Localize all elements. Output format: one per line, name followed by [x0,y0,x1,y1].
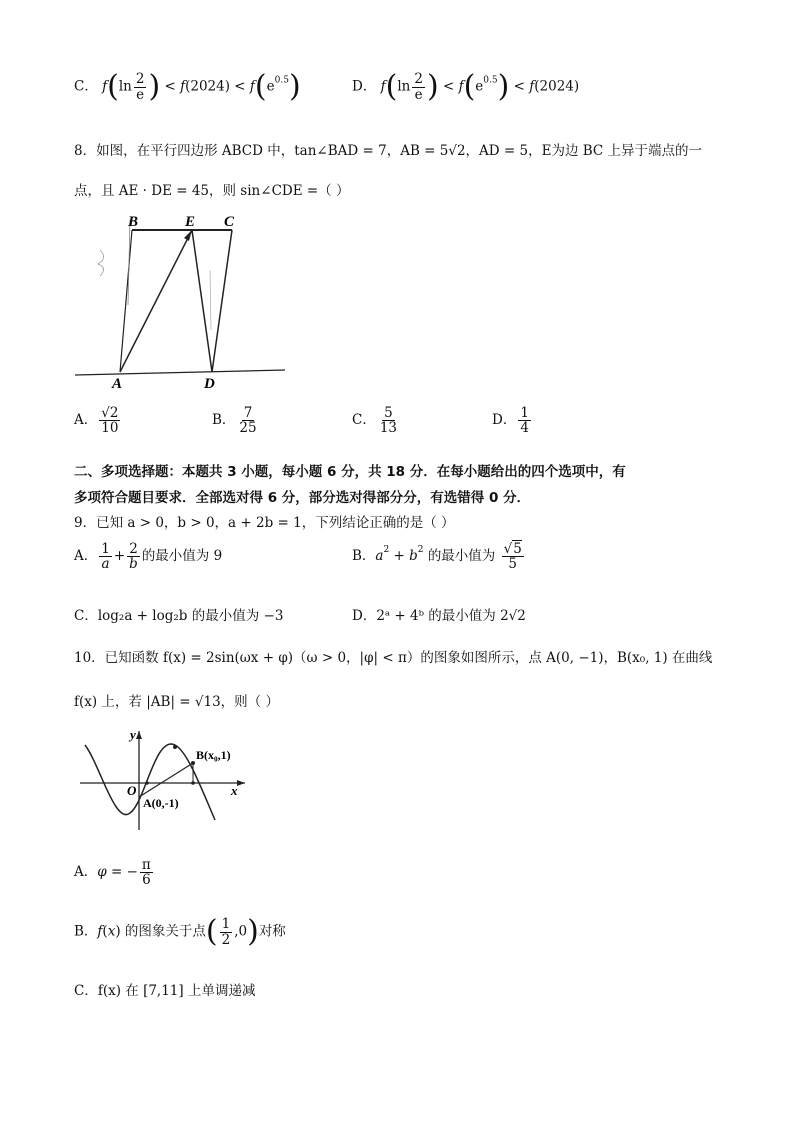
q10-sine-graph-figure [75,725,250,835]
section2-line1: 二、多项选择题：本题共 3 小题，每小题 6 分，共 18 分．在每小题给出的四个选项中，有 [74,464,626,480]
q8-parallelogram-figure [70,210,290,390]
q10-option-b: B．f(x) 的图象关于点( $\frac{1}{2}$ ,0)对称 [74,914,286,949]
label-C: C [224,214,235,230]
axis-x-label: x [231,783,238,798]
label-E: E [185,214,196,230]
q8-option-b: B． $\frac{7}{25}$ [212,405,257,437]
q10-option-a: A．φ = − $\frac{\pi}{6}$ [74,857,151,889]
q8-option-a: A． $\frac{√2}{10}$ [74,405,119,437]
label-B: B [128,214,139,230]
q10-stem-line2: f(x) 上，若 |AB| = √13，则（ ） [74,694,279,710]
point-b-label: B(x₀,1) [196,748,231,762]
q8-stem-line1: 8．如图，在平行四边形 ABCD 中，tan∠BAD = 7，AB = 5√2，AD = 5，E为边 BC 上异于端点的一 [74,143,703,159]
point-a-label: A(0,-1) [143,796,179,810]
q9-option-a: A． $\frac{1}{a}$ + $\frac{2}{b}$ 的最小值为 9 [74,541,223,573]
q10-stem-line1: 10．已知函数 f(x) = 2sin(ωx + φ)（ω > 0，|φ| < π）的图象如图所示，点 A(0, −1)，B(x₀, 1) 在曲线 [74,650,713,666]
section2-line2: 多项符合题目要求．全部选对得 6 分，部分选对得部分分，有选错得 0 分． [74,490,531,506]
q9-stem: 9．已知 a > 0，b > 0，a + 2b = 1，下列结论正确的是（ ） [74,515,455,531]
label-A: A [112,376,123,390]
q7-option-c: C． f(ln $\frac{2}{e}$ ) < $f(2024) < f(e^{0.5})$ [74,69,301,104]
q9-option-d: D．2ᵃ + 4ᵇ 的最小值为 2√2 [352,608,526,624]
q8-option-c: C． $\frac{5}{13}$ [352,405,398,437]
q7-option-d: D． f(ln $\frac{2}{e}$ ) < $f(e^{0.5}) < f(2024)$ [352,69,580,104]
label-D: D [204,376,215,390]
q10-option-c: C．f(x) 在 [7,11] 上单调递减 [74,983,256,999]
q9-option-b: B．$a^2 + b^2$ 的最小值为 $\frac{√5}{5}$ [352,541,522,573]
axis-y-label: y [130,727,136,742]
q9-option-c: C．log₂a + log₂b 的最小值为 −3 [74,608,284,624]
origin-label: O [127,783,137,798]
q8-option-d: D． $\frac{1}{4}$ [492,405,529,437]
q9-b-value: $\frac{√5}{5}$ [503,541,522,573]
q8-stem-line2: 点，且 AE · DE = 45，则 sin∠CDE =（ ） [74,183,350,199]
